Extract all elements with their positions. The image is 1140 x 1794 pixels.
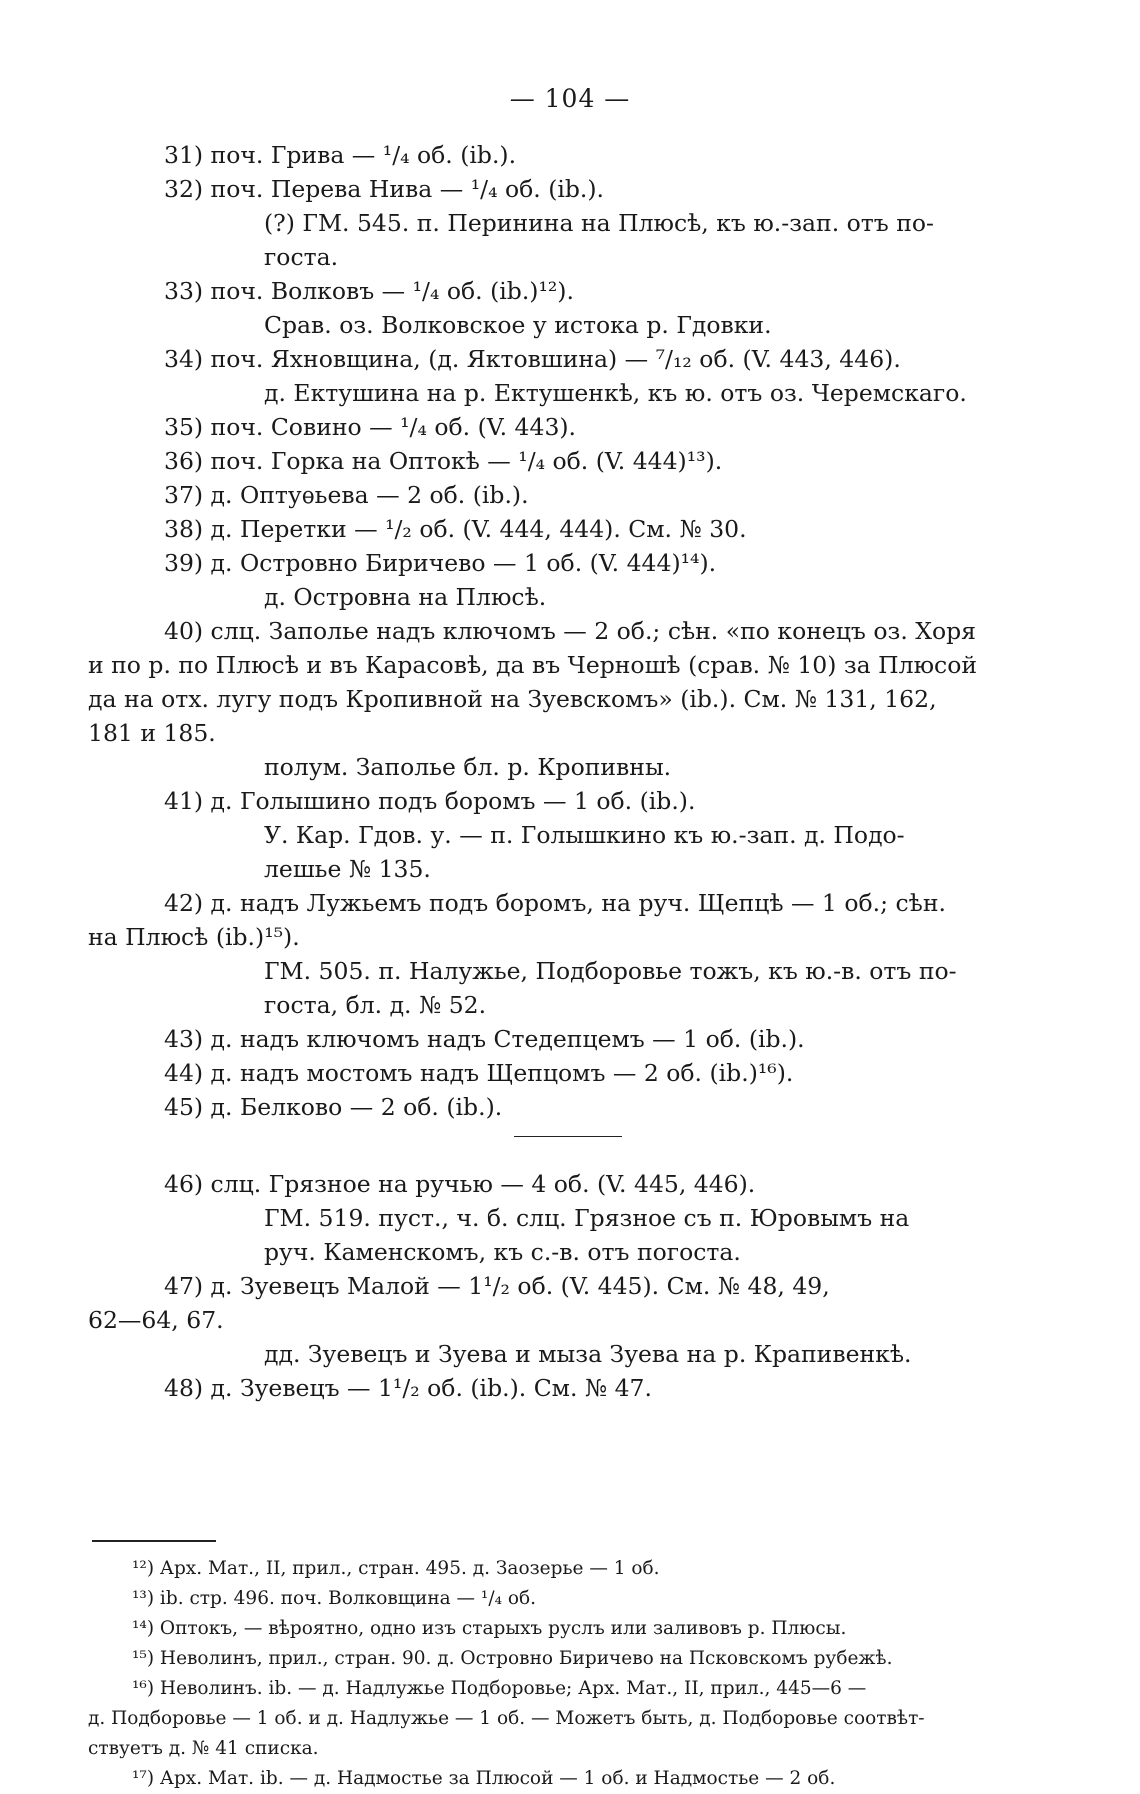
footnote-13: ¹³) ib. стр. 496. поч. Волковщина — ¹/₄ об. — [132, 1588, 537, 1609]
entry-47-line1: 47) д. Зуевецъ Малой — 1¹/₂ об. (V. 445). См. № 48, 49, — [164, 1272, 830, 1300]
entry-48: 48) д. Зуевецъ — 1¹/₂ об. (ib.). См. № 47. — [164, 1374, 652, 1402]
section-divider — [514, 1136, 622, 1137]
entry-40-line3: да на отх. лугу подъ Кропивной на Зуевскомъ» (ib.). См. № 131, 162, — [88, 685, 937, 713]
page-number: — 104 — — [509, 84, 631, 113]
note-47: дд. Зуевецъ и Зуева и мыза Зуева на р. Крапивенкѣ. — [264, 1340, 912, 1368]
entry-47-line2: 62—64, 67. — [88, 1306, 224, 1334]
footnotes — [88, 1554, 1068, 1794]
note-40: полум. Заполье бл. р. Кропивны. — [264, 753, 672, 781]
entry-43: 43) д. надъ ключомъ надъ Стедепцемъ — 1 об. (ib.). — [164, 1025, 805, 1053]
entry-45: 45) д. Белково — 2 об. (ib.). — [164, 1093, 503, 1121]
entry-31: 31) поч. Грива — ¹/₄ об. (ib.). — [164, 141, 517, 169]
entry-40-line2: и по р. по Плюсѣ и въ Карасовѣ, да въ Черношѣ (срав. № 10) за Плюсой — [88, 651, 978, 679]
note-34: д. Ектушина на р. Ектушенкѣ, къ ю. отъ оз. Черемскаго. — [264, 379, 967, 407]
note-42-line1: ГМ. 505. п. Налужье, Подборовье тожъ, къ ю.-в. отъ по- — [264, 957, 957, 985]
footnote-16-line2: д. Подборовье — 1 об. и д. Надлужье — 1 об. — Можетъ быть, д. Подборовье соотвѣт- — [88, 1708, 925, 1729]
footnote-rule — [92, 1540, 216, 1542]
note-42-line2: госта, бл. д. № 52. — [264, 991, 487, 1019]
note-46-line1: ГМ. 519. пуст., ч. б. слц. Грязное съ п. Юровымъ на — [264, 1204, 910, 1232]
entry-33: 33) поч. Волковъ — ¹/₄ об. (ib.)¹²). — [164, 277, 574, 305]
note-41-line2: лешье № 135. — [264, 855, 431, 883]
footnote-16-line1: ¹⁶) Неволинъ. ib. — д. Надлужье Подборовье; Арх. Мат., II, прил., 445—6 — — [132, 1678, 867, 1699]
footnote-14: ¹⁴) Оптокъ, — вѣроятно, одно изъ старыхъ руслъ или заливовъ р. Плюсы. — [132, 1618, 847, 1639]
entry-41: 41) д. Голышино подъ боромъ — 1 об. (ib.). — [164, 787, 696, 815]
note-32-line2: госта. — [264, 243, 339, 271]
note-33: Срав. оз. Волковское у истока р. Гдовки. — [264, 311, 772, 339]
footnote-16-line3: ствуетъ д. № 41 списка. — [88, 1738, 319, 1759]
entry-32: 32) поч. Перева Нива — ¹/₄ об. (ib.). — [164, 175, 605, 203]
note-39: д. Островна на Плюсѣ. — [264, 583, 547, 611]
entry-40-line1: 40) слц. Заполье надъ ключомъ — 2 об.; сѣн. «по конецъ оз. Хоря — [164, 617, 977, 645]
entry-38: 38) д. Перетки — ¹/₂ об. (V. 444, 444). См. № 30. — [164, 515, 747, 543]
entry-40-line4: 181 и 185. — [88, 719, 216, 747]
footnote-15: ¹⁵) Неволинъ, прил., стран. 90. д. Островно Биричево на Псковскомъ рубежѣ. — [132, 1648, 893, 1669]
footnote-17: ¹⁷) Арх. Мат. ib. — д. Надмостье за Плюсой — 1 об. и Надмостье — 2 об. — [132, 1768, 836, 1789]
note-32-line1: (?) ГМ. 545. п. Перинина на Плюсѣ, къ ю.-зап. отъ по- — [264, 209, 934, 237]
entry-37: 37) д. Оптуѳьева — 2 об. (ib.). — [164, 481, 529, 509]
entry-39: 39) д. Островно Биричево — 1 об. (V. 444)¹⁴). — [164, 549, 717, 577]
entry-46: 46) слц. Грязное на ручью — 4 об. (V. 445, 446). — [164, 1170, 756, 1198]
footnote-12: ¹²) Арх. Мат., II, прил., стран. 495. д. Заозерье — 1 об. — [132, 1558, 660, 1579]
entry-42-line1: 42) д. надъ Лужьемъ подъ боромъ, на руч. Щепцѣ — 1 об.; сѣн. — [164, 889, 946, 917]
main-text — [88, 138, 1068, 1405]
entry-34: 34) поч. Яхновщина, (д. Яктовшина) — ⁷/₁₂ об. (V. 443, 446). — [164, 345, 901, 373]
entry-44: 44) д. надъ мостомъ надъ Щепцомъ — 2 об. (ib.)¹⁶). — [164, 1059, 794, 1087]
entry-36: 36) поч. Горка на Оптокѣ — ¹/₄ об. (V. 444)¹³). — [164, 447, 723, 475]
note-46-line2: руч. Каменскомъ, къ с.-в. отъ погоста. — [264, 1238, 741, 1266]
entry-42-line2: на Плюсѣ (ib.)¹⁵). — [88, 923, 300, 951]
entry-35: 35) поч. Совино — ¹/₄ об. (V. 443). — [164, 413, 577, 441]
note-41-line1: У. Кар. Гдов. у. — п. Голышкино къ ю.-зап. д. Подо- — [264, 821, 905, 849]
